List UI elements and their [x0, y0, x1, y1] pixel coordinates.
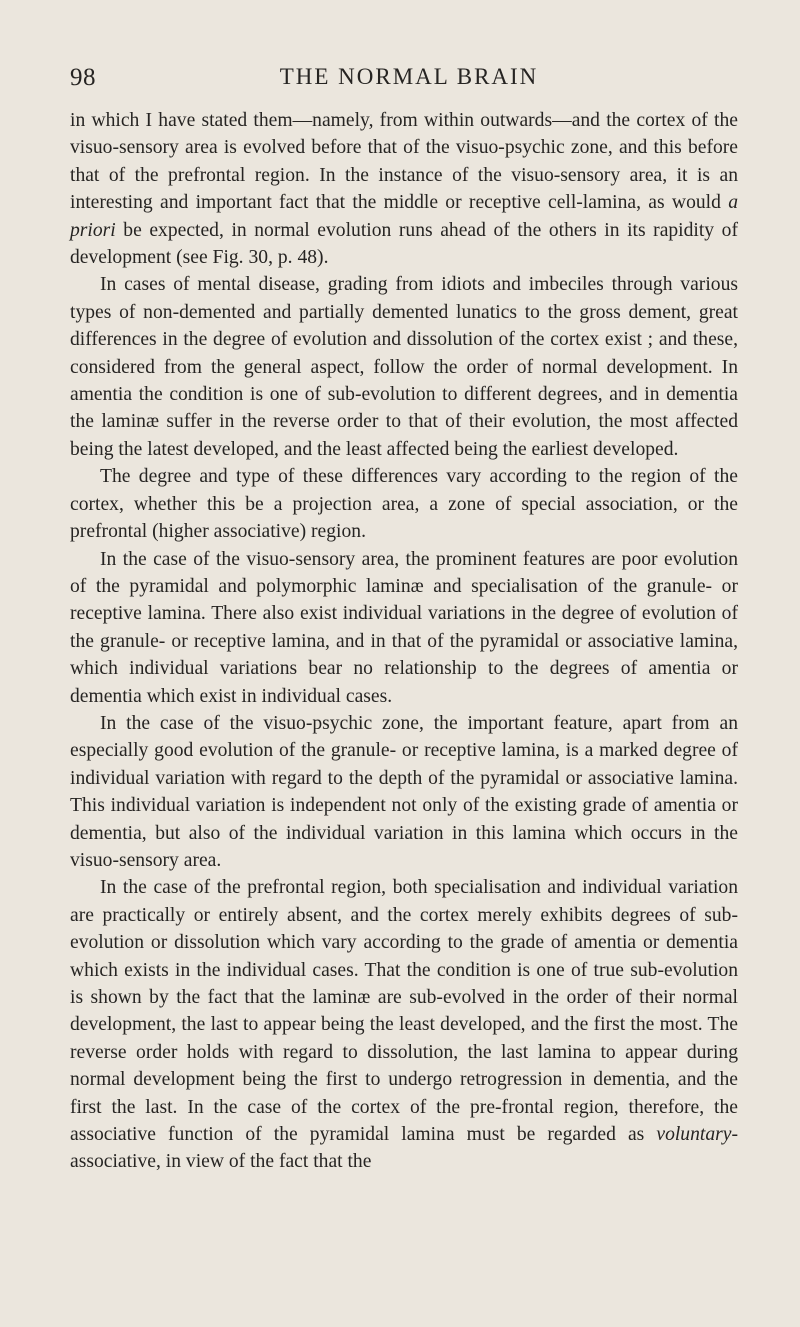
paragraph: In the case of the visuo-sensory area, the prominent features are poor evolution of the pyramidal and polymorphic laminæ and specialisation of the granule- or receptive lamina. There also exist individual variations in the degree of evolution of the granule- or receptive lamina, and in that of the pyramidal or associative lamina, which individual variations bear no relationship to the degrees of amentia or dementia which exist in individual cases.: [70, 548, 738, 707]
page-header: [70, 64, 738, 104]
paragraph: In cases of mental disease, grading from idiots and imbeciles through various types of non-demented and partially demented lunatics to the gross dement, great differences in the degree of evolution and dissolution of the cortex exist ; and these, considered from the general aspect, follow the order of normal development. In amentia the condition is one of sub-evolution to different degrees, and in dementia the laminæ suffer in the reverse order to that of their evolution, the most affected being the latest developed, and the least affected being the earliest developed.: [70, 274, 738, 460]
paragraph: In the case of the visuo-psychic zone, the important feature, apart from an especially good evolution of the granule- or receptive lamina, is a marked degree of individual variation with regard to the depth of the pyramidal or associative lamina. This individual variation is independent not only of the existing grade of amentia or dementia, but also of the individual variation in this lamina which occurs in the visuo-sensory area.: [70, 712, 738, 871]
italic-word: voluntary: [656, 1124, 732, 1146]
italic-phrase: a priori: [70, 192, 738, 241]
body-text: [70, 107, 738, 1176]
paragraph: In the case of the prefrontal region, both specialisation and individual variation are practically or entirely absent, and the cortex merely exhibits degrees of sub-evolution or dissolution which vary according to the grade of amentia or dementia which exists in the individual cases. That the condition is one of true sub-evolution is shown by the fact that the laminæ are sub-evolved in the order of their normal development, the last to appear being the least developed, and the first the most. The reverse order holds with regard to dissolution, the last lamina to appear during normal development being the first to undergo retrogression in dementia, and the first the last. In the case of the cortex of the pre-frontal region, therefore, the associative function of the pyramidal lamina must be regarded as voluntary-associative, in view of the fact that the: [70, 877, 738, 1173]
paragraph: in which I have stated them—namely, from within outwards—and the cortex of the visuo-sensory area is evolved before that of the visuo-psychic zone, and this before that of the prefrontal region. In the instance of the visuo-sensory area, it is an interesting and important fact that the middle or receptive cell-lamina, as would a priori be expected, in normal evolution runs ahead of the others in its rapidity of development (see Fig. 30, p. 48).: [70, 110, 738, 269]
paragraph: The degree and type of these differences vary according to the region of the cortex, whether this be a projection area, a zone of special association, or the prefrontal (higher associative) region.: [70, 466, 738, 543]
running-head: THE NORMAL BRAIN: [279, 64, 539, 89]
page-number: 98: [70, 64, 96, 91]
